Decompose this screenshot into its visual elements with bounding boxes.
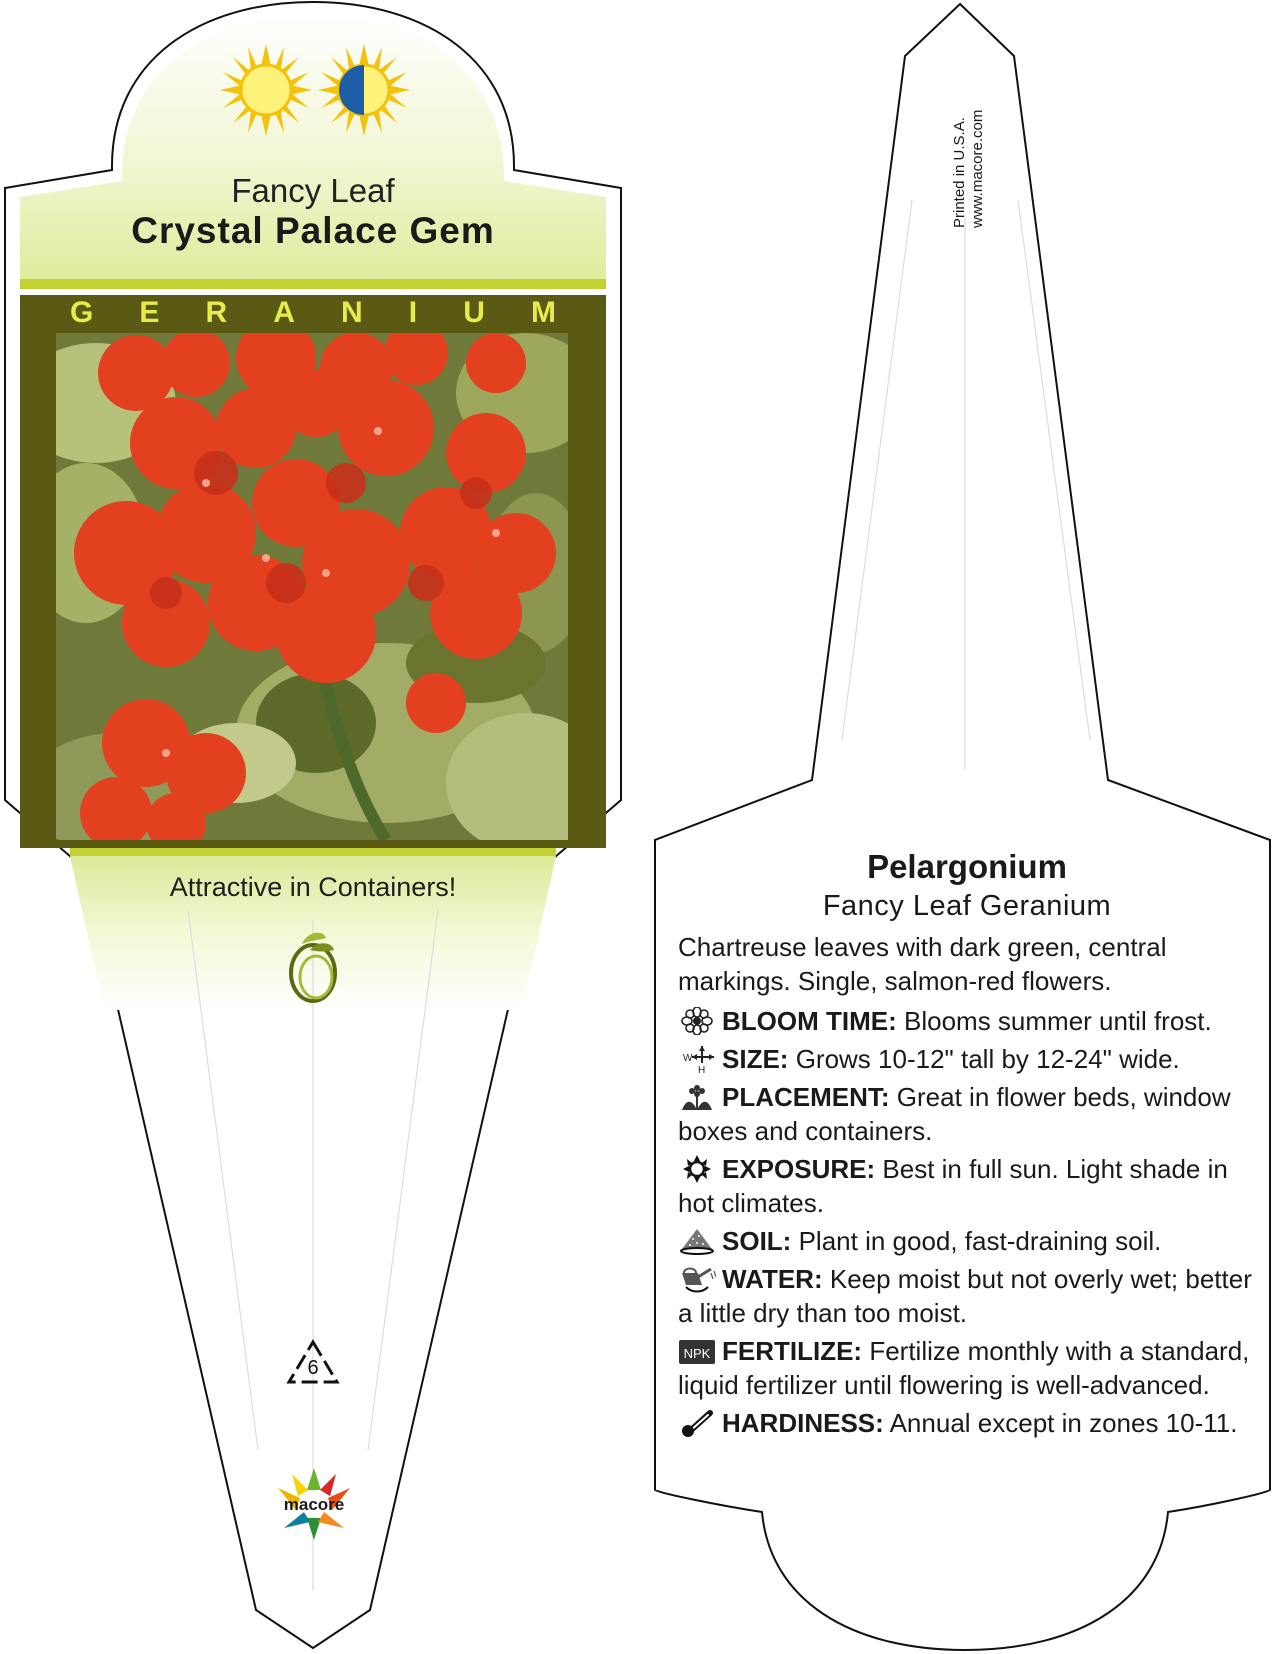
website-text: www.macore.com (969, 109, 986, 228)
genus-label (70, 296, 556, 330)
care-row-fertilize (678, 1334, 1268, 1402)
sun-icon (678, 1155, 716, 1183)
plant-photo (56, 333, 568, 840)
macore-logo (266, 1466, 362, 1544)
botanical-name: Pelargonium (867, 848, 1067, 885)
care-text: Annual except in zones 10-11. (889, 1408, 1238, 1438)
watering-can-icon (678, 1265, 716, 1293)
care-text: Plant in good, fast-draining soil. (798, 1226, 1162, 1256)
variety-subtitle: Fancy Leaf (231, 172, 395, 209)
genus-letter: R (205, 296, 228, 329)
svg-text:NPK: NPK (683, 1346, 711, 1361)
genus-letter: G (70, 296, 94, 329)
variety-name: Crystal Palace Gem (131, 210, 495, 251)
genus-letter: E (139, 296, 160, 329)
brand-name: macore (283, 1495, 345, 1514)
part-sun-icon (318, 44, 410, 136)
flower-icon (678, 1007, 716, 1035)
thermometer-icon (678, 1409, 716, 1437)
care-label: WATER: (722, 1264, 823, 1294)
genus-letter: U (463, 296, 485, 329)
common-name: Fancy Leaf Geranium (822, 890, 1112, 922)
care-row-placement (678, 1080, 1268, 1148)
care-label: SIZE: (722, 1044, 789, 1074)
print-info (950, 48, 990, 228)
full-sun-icon (220, 44, 312, 136)
care-text: Blooms summer until frost. (904, 1006, 1212, 1036)
size-icon (678, 1045, 716, 1073)
tagline: Attractive in Containers! (169, 872, 457, 902)
front-header-stripe (20, 279, 606, 289)
front-lower-stripe (70, 848, 556, 856)
care-text: Best in full sun. Light shade in hot climates. (678, 1154, 1228, 1218)
printed-in-text: Printed in U.S.A. (951, 117, 968, 228)
care-label: PLACEMENT: (722, 1082, 890, 1112)
svg-text:H: H (698, 1065, 706, 1073)
care-text: Great in flower beds, window boxes and containers. (678, 1082, 1231, 1146)
care-text: Fertilize monthly with a standard, liquid fertilizer until flowering is well-advanced. (678, 1336, 1250, 1400)
npk-icon (678, 1337, 716, 1365)
svg-text:W: W (683, 1053, 693, 1064)
care-text: Grows 10-12" tall by 12-24" wide. (795, 1044, 1180, 1074)
plant-description: Chartreuse leaves with dark green, central markings. Single, salmon-red flowers. (678, 932, 1167, 996)
placement-icon (678, 1083, 716, 1111)
soil-icon (678, 1227, 716, 1255)
sprout-icon (280, 928, 346, 1004)
genus-letter: N (341, 296, 363, 329)
genus-letter: I (408, 296, 418, 329)
care-row-soil (678, 1224, 1268, 1258)
genus-letter: A (273, 296, 295, 329)
care-label: FERTILIZE: (722, 1336, 863, 1366)
care-row-size (678, 1042, 1268, 1076)
care-row-bloom (678, 1004, 1268, 1038)
recycle-number: 6 (307, 1357, 319, 1379)
care-label: HARDINESS: (722, 1408, 884, 1438)
care-label: BLOOM TIME: (722, 1006, 897, 1036)
genus-letter: M (530, 296, 556, 329)
care-label: EXPOSURE: (722, 1154, 876, 1184)
recycle-icon (285, 1338, 341, 1388)
care-row-water (678, 1262, 1268, 1330)
care-row-exposure (678, 1152, 1268, 1220)
care-row-hardiness (678, 1406, 1268, 1440)
care-label: SOIL: (722, 1226, 792, 1256)
care-text: Keep moist but not overly wet; better a little dry than too moist. (678, 1264, 1252, 1328)
back-tag-outline (655, 4, 1270, 1650)
